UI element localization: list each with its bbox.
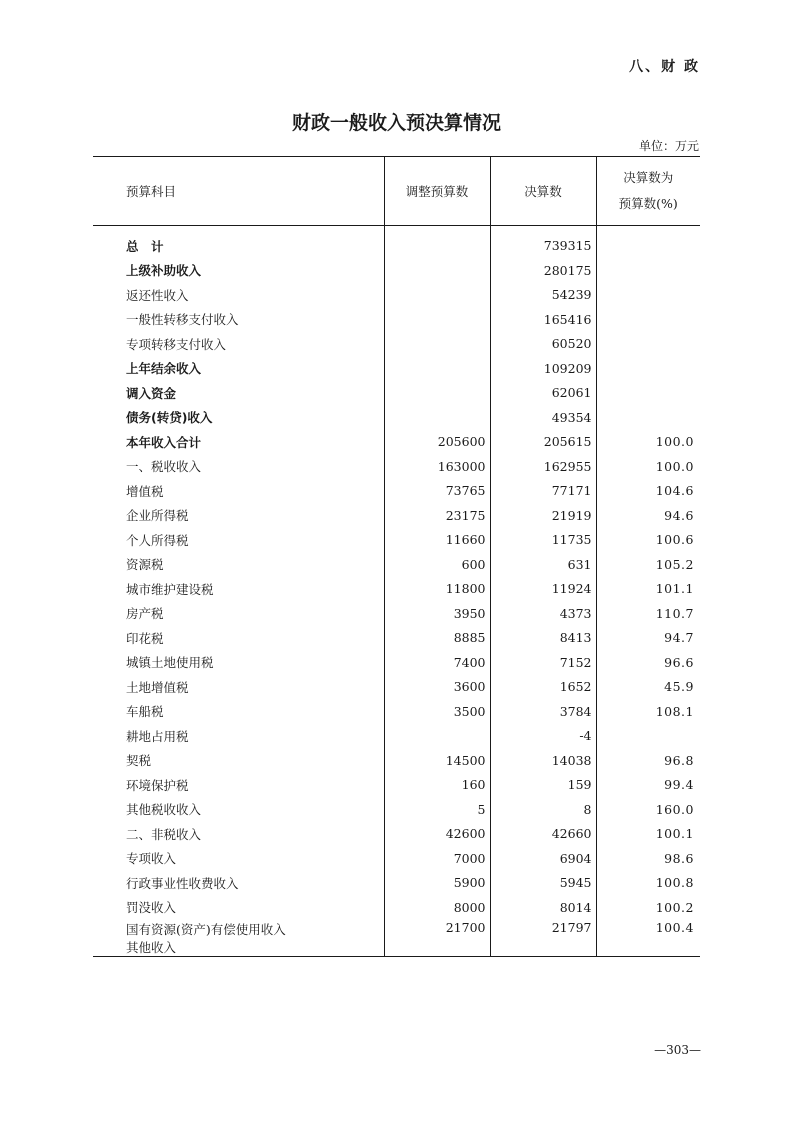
row-item-name bbox=[93, 699, 384, 724]
table-row bbox=[93, 332, 700, 357]
row-budget-value: 11660 bbox=[384, 528, 490, 553]
row-final-value: 42660 bbox=[490, 822, 596, 847]
row-item-label-other-income: 其他收入 bbox=[126, 939, 177, 955]
header-ratio-line2: 预算数(%) bbox=[618, 196, 678, 211]
row-item-name bbox=[93, 381, 384, 406]
row-ratio-value: 98.6 bbox=[596, 846, 700, 871]
row-ratio-value: 99.4 bbox=[596, 773, 700, 798]
row-budget-value: 3500 bbox=[384, 699, 490, 724]
row-budget-value: 160 bbox=[384, 773, 490, 798]
row-final-value: 5945 bbox=[490, 871, 596, 896]
row-item-name bbox=[93, 797, 384, 822]
row-budget-value: 8885 bbox=[384, 626, 490, 651]
row-ratio-value bbox=[596, 405, 700, 430]
table-row bbox=[93, 283, 700, 308]
header-ratio bbox=[596, 157, 700, 226]
row-budget-value: 7000 bbox=[384, 846, 490, 871]
header-budget: 调整预算数 bbox=[384, 157, 490, 226]
row-budget-value: 42600 bbox=[384, 822, 490, 847]
row-budget-value: 3600 bbox=[384, 675, 490, 700]
row-final-value: 280175 bbox=[490, 258, 596, 283]
table-header-row bbox=[93, 157, 700, 226]
table-row bbox=[93, 699, 700, 724]
row-budget-value: 21700 bbox=[384, 920, 490, 957]
chapter-header: 八、财 政 bbox=[629, 59, 700, 75]
row-budget-value bbox=[384, 381, 490, 406]
row-item-name bbox=[93, 454, 384, 479]
row-item-name bbox=[93, 920, 384, 957]
table-row bbox=[93, 724, 700, 749]
row-final-value: 11924 bbox=[490, 577, 596, 602]
row-ratio-value: 100.0 bbox=[596, 430, 700, 455]
table-row bbox=[93, 528, 700, 553]
row-item-name bbox=[93, 552, 384, 577]
table-row bbox=[93, 650, 700, 675]
row-ratio-value: 108.1 bbox=[596, 699, 700, 724]
row-item-name bbox=[93, 773, 384, 798]
row-final-value: 4373 bbox=[490, 601, 596, 626]
row-budget-value: 7400 bbox=[384, 650, 490, 675]
row-item-name bbox=[93, 871, 384, 896]
row-item-name bbox=[93, 577, 384, 602]
row-item-label: 其他税收收入 bbox=[126, 802, 202, 818]
row-ratio-value: 104.6 bbox=[596, 479, 700, 504]
row-ratio-value bbox=[596, 258, 700, 283]
row-item-label: 调入资金 bbox=[126, 385, 177, 401]
row-item-label: 车船税 bbox=[126, 704, 164, 720]
row-item-name bbox=[93, 626, 384, 651]
row-item-label: 城镇土地使用税 bbox=[126, 655, 214, 671]
row-budget-value bbox=[384, 258, 490, 283]
table-row bbox=[93, 626, 700, 651]
header-ratio-line1: 决算数为 bbox=[623, 170, 674, 185]
row-item-label: 一、税收收入 bbox=[126, 459, 202, 475]
row-budget-value: 3950 bbox=[384, 601, 490, 626]
table-row bbox=[93, 381, 700, 406]
row-final-value: 21797 bbox=[490, 920, 596, 957]
row-item-label: 上级补助收入 bbox=[126, 263, 202, 279]
row-item-name bbox=[93, 479, 384, 504]
row-final-value: 8 bbox=[490, 797, 596, 822]
row-item-name bbox=[93, 356, 384, 381]
row-budget-value: 11800 bbox=[384, 577, 490, 602]
row-ratio-value bbox=[596, 283, 700, 308]
row-item-label: 本年收入合计 bbox=[126, 434, 202, 450]
row-budget-value: 163000 bbox=[384, 454, 490, 479]
row-ratio-value: 100.2 bbox=[596, 895, 700, 920]
row-item-label: 契税 bbox=[126, 753, 152, 769]
row-item-label: 土地增值税 bbox=[126, 679, 189, 695]
row-final-value: 77171 bbox=[490, 479, 596, 504]
row-ratio-value: 160.0 bbox=[596, 797, 700, 822]
row-item-name bbox=[93, 650, 384, 675]
row-item-name bbox=[93, 234, 384, 259]
row-final-value: -4 bbox=[490, 724, 596, 749]
row-item-label: 债务(转贷)收入 bbox=[126, 410, 213, 426]
table-row bbox=[93, 577, 700, 602]
row-ratio-value: 101.1 bbox=[596, 577, 700, 602]
row-ratio-value bbox=[596, 332, 700, 357]
row-budget-value: 5 bbox=[384, 797, 490, 822]
table-row bbox=[93, 846, 700, 871]
row-budget-value bbox=[384, 356, 490, 381]
row-final-value: 165416 bbox=[490, 307, 596, 332]
row-item-label: 耕地占用税 bbox=[126, 728, 189, 744]
row-budget-value bbox=[384, 307, 490, 332]
row-ratio-value: 96.8 bbox=[596, 748, 700, 773]
table-row bbox=[93, 675, 700, 700]
row-final-value: 109209 bbox=[490, 356, 596, 381]
row-ratio-value: 94.7 bbox=[596, 626, 700, 651]
table-row bbox=[93, 601, 700, 626]
row-budget-value bbox=[384, 405, 490, 430]
row-item-label: 罚没收入 bbox=[126, 900, 177, 916]
row-final-value: 6904 bbox=[490, 846, 596, 871]
row-item-name bbox=[93, 503, 384, 528]
row-item-name bbox=[93, 748, 384, 773]
row-item-name bbox=[93, 528, 384, 553]
row-item-name bbox=[93, 405, 384, 430]
row-item-label: 企业所得税 bbox=[126, 508, 189, 524]
row-budget-value: 23175 bbox=[384, 503, 490, 528]
table-row bbox=[93, 797, 700, 822]
row-ratio-value: 105.2 bbox=[596, 552, 700, 577]
table-row bbox=[93, 920, 700, 957]
row-final-value: 14038 bbox=[490, 748, 596, 773]
row-budget-value bbox=[384, 234, 490, 259]
row-item-name bbox=[93, 601, 384, 626]
row-item-label: 总 计 bbox=[126, 238, 164, 254]
row-ratio-value: 100.1 bbox=[596, 822, 700, 847]
row-ratio-value: 100.4 bbox=[596, 920, 700, 957]
row-item-label: 一般性转移支付收入 bbox=[126, 312, 239, 328]
row-item-label: 行政事业性收费收入 bbox=[126, 875, 239, 891]
row-ratio-value: 110.7 bbox=[596, 601, 700, 626]
row-item-label: 城市维护建设税 bbox=[126, 581, 214, 597]
row-final-value: 7152 bbox=[490, 650, 596, 675]
row-final-value: 60520 bbox=[490, 332, 596, 357]
row-final-value: 739315 bbox=[490, 234, 596, 259]
row-item-name bbox=[93, 332, 384, 357]
row-item-label: 国有资源(资产)有偿使用收入 bbox=[126, 921, 286, 937]
row-final-value: 49354 bbox=[490, 405, 596, 430]
row-item-label: 个人所得税 bbox=[126, 532, 189, 548]
row-item-name bbox=[93, 258, 384, 283]
row-ratio-value: 100.0 bbox=[596, 454, 700, 479]
table-row bbox=[93, 552, 700, 577]
row-ratio-value: 100.8 bbox=[596, 871, 700, 896]
page-title: 财政一般收入预决算情况 bbox=[291, 112, 501, 134]
row-item-name bbox=[93, 724, 384, 749]
row-budget-value: 73765 bbox=[384, 479, 490, 504]
row-item-label: 印花税 bbox=[126, 630, 164, 646]
row-final-value: 21919 bbox=[490, 503, 596, 528]
row-final-value: 159 bbox=[490, 773, 596, 798]
table-body bbox=[93, 226, 700, 957]
row-item-label: 环境保护税 bbox=[126, 777, 189, 793]
row-item-name bbox=[93, 283, 384, 308]
row-ratio-value bbox=[596, 356, 700, 381]
row-final-value: 11735 bbox=[490, 528, 596, 553]
row-final-value: 54239 bbox=[490, 283, 596, 308]
row-ratio-value bbox=[596, 724, 700, 749]
row-item-name bbox=[93, 675, 384, 700]
row-item-label: 增值税 bbox=[126, 483, 164, 499]
row-budget-value bbox=[384, 724, 490, 749]
unit-label: 单位：万元 bbox=[638, 139, 699, 153]
row-budget-value bbox=[384, 283, 490, 308]
row-final-value: 162955 bbox=[490, 454, 596, 479]
header-final: 决算数 bbox=[490, 157, 596, 226]
table-row bbox=[93, 895, 700, 920]
row-ratio-value bbox=[596, 234, 700, 259]
row-budget-value bbox=[384, 332, 490, 357]
row-item-name bbox=[93, 307, 384, 332]
row-item-label: 二、非税收入 bbox=[126, 826, 202, 842]
table-row bbox=[93, 871, 700, 896]
table-row bbox=[93, 822, 700, 847]
row-final-value: 8014 bbox=[490, 895, 596, 920]
row-final-value: 205615 bbox=[490, 430, 596, 455]
row-ratio-value bbox=[596, 307, 700, 332]
row-final-value: 3784 bbox=[490, 699, 596, 724]
spacer-row bbox=[93, 226, 700, 234]
row-item-label: 房产税 bbox=[126, 606, 164, 622]
row-budget-value: 5900 bbox=[384, 871, 490, 896]
table-row bbox=[93, 234, 700, 259]
table-row bbox=[93, 503, 700, 528]
budget-table bbox=[93, 156, 700, 957]
row-item-label: 上年结余收入 bbox=[126, 361, 202, 377]
table-row bbox=[93, 748, 700, 773]
row-item-name bbox=[93, 895, 384, 920]
row-item-name bbox=[93, 430, 384, 455]
row-ratio-value bbox=[596, 381, 700, 406]
table-row bbox=[93, 454, 700, 479]
page-number: —303— bbox=[654, 1043, 701, 1057]
row-budget-value: 8000 bbox=[384, 895, 490, 920]
row-final-value: 631 bbox=[490, 552, 596, 577]
row-budget-value: 205600 bbox=[384, 430, 490, 455]
row-ratio-value: 45.9 bbox=[596, 675, 700, 700]
row-final-value: 62061 bbox=[490, 381, 596, 406]
row-item-label: 专项转移支付收入 bbox=[126, 336, 227, 352]
row-item-name bbox=[93, 822, 384, 847]
row-budget-value: 600 bbox=[384, 552, 490, 577]
row-ratio-value: 96.6 bbox=[596, 650, 700, 675]
row-item-label: 返还性收入 bbox=[126, 287, 189, 303]
row-final-value: 8413 bbox=[490, 626, 596, 651]
row-item-label: 专项收入 bbox=[126, 851, 177, 867]
table-row bbox=[93, 430, 700, 455]
table-row bbox=[93, 773, 700, 798]
header-item: 预算科目 bbox=[93, 157, 384, 226]
table-row bbox=[93, 307, 700, 332]
row-item-name bbox=[93, 846, 384, 871]
table-row bbox=[93, 258, 700, 283]
table-row bbox=[93, 479, 700, 504]
row-ratio-value: 100.6 bbox=[596, 528, 700, 553]
row-final-value: 1652 bbox=[490, 675, 596, 700]
table-row bbox=[93, 356, 700, 381]
row-item-label: 资源税 bbox=[126, 557, 164, 573]
row-ratio-value: 94.6 bbox=[596, 503, 700, 528]
table-row bbox=[93, 405, 700, 430]
row-budget-value: 14500 bbox=[384, 748, 490, 773]
